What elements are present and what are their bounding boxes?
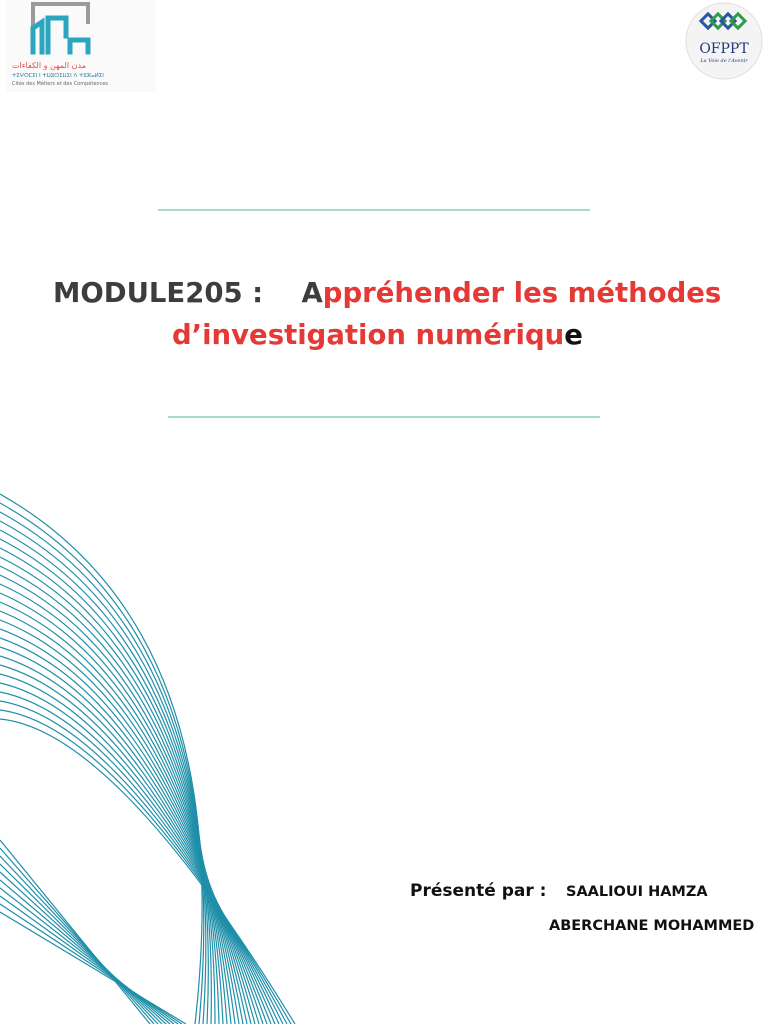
swirl-line [0, 888, 174, 1024]
author-name: SAALIOUI HAMZA [566, 884, 708, 900]
swirl-line [0, 512, 206, 1024]
author-name: ABERCHANE MOHAMMED [549, 918, 755, 934]
title-line-2 [172, 314, 583, 356]
ofppt-tagline: La Voie de l'Avenir [700, 58, 748, 64]
swirl-line [0, 896, 178, 1024]
swirl-line [0, 521, 208, 1024]
swirl-line [0, 864, 162, 1024]
bottom-divider [168, 416, 600, 418]
swirl-line [0, 665, 271, 1024]
tifinagh-text: ⵜⵉⵖⵔⵎⵉⵏ ⵏ ⵜⵡⵓⵔⵉⵡⵉⵏ ⴷ ⵜⵓⵣⴰⵍⵉⵏ [12, 73, 104, 79]
swirl-line [0, 503, 204, 1024]
swirl-line [0, 674, 275, 1024]
title-first-letter: A [301, 277, 323, 309]
swirl-line [0, 912, 186, 1024]
presented-by-label: Présenté par : [410, 881, 547, 901]
logo-caption: Cités des Métiers et des Compétences [12, 81, 108, 87]
swirl-line [0, 856, 158, 1024]
title-line-1 [53, 272, 721, 314]
title-line-2-text: d’investigation numériqu [172, 319, 565, 351]
swirl-line [0, 904, 182, 1024]
title-line-1-text: ppréhender les méthodes [322, 277, 722, 309]
swirl-line [0, 880, 170, 1024]
swirl-line [0, 840, 150, 1024]
ofppt-logo [683, 2, 765, 80]
swirl-line [0, 629, 255, 1024]
swirl-line [0, 575, 231, 1024]
swirl-line [0, 848, 154, 1024]
module-code: MODULE205 : [53, 277, 264, 309]
cites-des-metiers-logo [6, 0, 156, 92]
decorative-swirl-lines [0, 480, 300, 1024]
ofppt-name: OFPPT [699, 41, 749, 57]
title-last-letter: e [564, 319, 583, 351]
swirl-line [0, 719, 295, 1024]
swirl-line [0, 872, 166, 1024]
swirl-line [0, 602, 243, 1024]
swirl-line [0, 584, 235, 1024]
arabic-text: مدن المهن و الكفاءات [12, 61, 86, 70]
top-divider [158, 209, 590, 211]
